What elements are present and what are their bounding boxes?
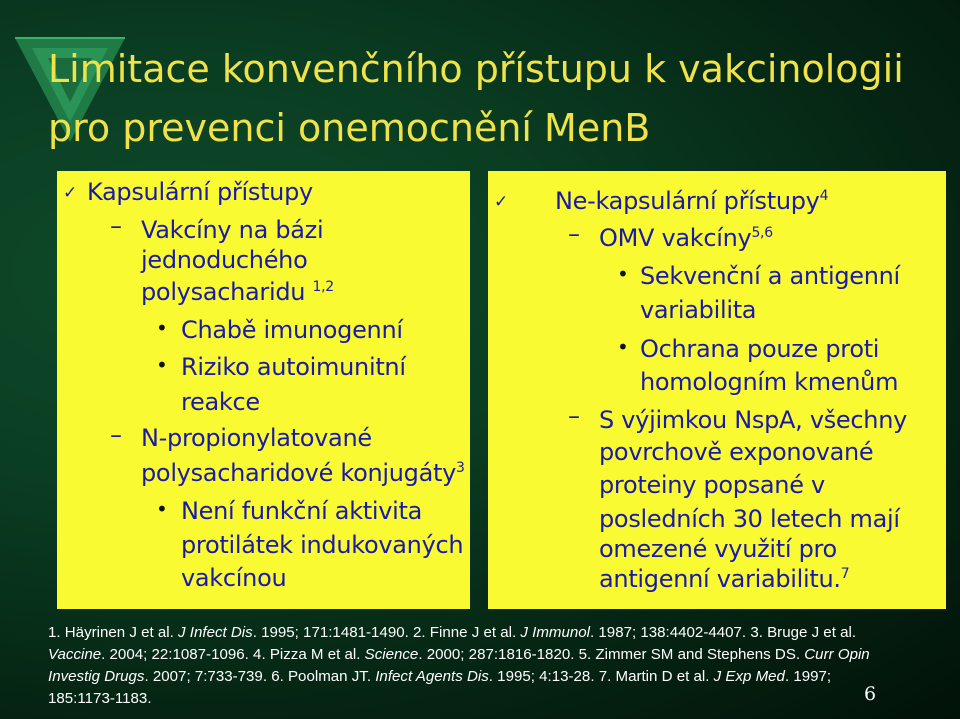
page-number: 6 <box>864 683 877 705</box>
reference-line: 185:1173-1183. <box>48 690 152 707</box>
citation-superscript: 4 <box>819 188 829 204</box>
capsular-approaches-box <box>57 171 470 609</box>
references <box>48 622 933 710</box>
list-item: povrchově exponované <box>599 438 874 466</box>
list-item: OMV vakcíny$^{5,6}$ <box>599 224 773 252</box>
capsular-heading: Kapsulární přístupy <box>87 178 313 206</box>
dash-icon: – <box>110 212 122 240</box>
list-item: jednoduchého <box>141 246 308 274</box>
reference-line: 1. Häyrinen J et al. J Infect Dis. 1995; 171:1481-1490. 2. Finne J et al. J Immunol. 1987; 138:4402-4407. 3. Bruge J et al. <box>48 624 857 641</box>
bullet-icon: • <box>156 316 168 340</box>
list-item: omezené využití pro <box>599 535 837 563</box>
bullet-icon: • <box>156 353 168 377</box>
citation-superscript: 5,6 <box>751 225 773 241</box>
bullet-icon: • <box>617 335 629 359</box>
dash-icon: – <box>110 421 122 449</box>
dash-icon: – <box>568 402 580 430</box>
list-item: protilátek indukovaných <box>181 531 464 559</box>
page-title <box>48 40 928 158</box>
list-item: vakcínou <box>181 564 287 592</box>
list-item: proteiny popsané v <box>599 471 825 499</box>
list-item: polysacharidové konjugáty$^3$ <box>141 459 465 487</box>
list-item: homologním kmenům <box>640 368 899 396</box>
citation-superscript: 7 <box>840 566 850 582</box>
list-item: posledních 30 letech mají <box>599 505 900 533</box>
check-mark-icon: ✓ <box>494 192 509 212</box>
reference-line: Vaccine. 2004; 22:1087-1096. 4. Pizza M et al. Science. 2000; 287:1816-1820. 5. Zimmer SM and Stephens DS. Curr Opin <box>48 646 870 663</box>
list-item: Ochrana pouze proti <box>640 335 880 363</box>
citation-superscript: 3 <box>456 460 465 476</box>
list-item: S výjimkou NspA, všechny <box>599 406 908 434</box>
list-item: variabilita <box>640 296 757 324</box>
dash-icon: – <box>568 220 580 248</box>
list-item: polysacharidu $^{1,2}$ <box>141 278 334 306</box>
non-capsular-heading: Ne-kapsulární přístupy$^4$ <box>555 187 829 215</box>
list-item: N-propionylatované <box>141 424 372 452</box>
list-item: Není funkční aktivita <box>181 497 423 525</box>
list-item: reakce <box>181 388 260 416</box>
bullet-icon: • <box>156 497 168 521</box>
reference-line: Investig Drugs. 2007; 7:733-739. 6. Poolman JT. Infect Agents Dis. 1995; 4:13-28. 7. Martin D et al. J Exp Med. 1997; <box>48 668 832 685</box>
list-item: Vakcíny na bázi <box>141 216 324 244</box>
check-mark-icon: ✓ <box>63 183 78 203</box>
title-line-2: pro prevenci onemocnění MenB <box>48 106 651 150</box>
non-capsular-approaches-box <box>488 171 946 609</box>
citation-superscript: 1,2 <box>312 279 334 295</box>
bullet-icon: • <box>617 262 629 286</box>
list-item: Chabě imunogenní <box>181 316 403 344</box>
list-item: antigenní variabilitu.$^7$ <box>599 565 850 593</box>
list-item: Sekvenční a antigenní <box>640 262 900 290</box>
list-item: Riziko autoimunitní <box>181 353 406 381</box>
title-line-1: Limitace konvenčního přístupu k vakcinologii <box>48 47 904 91</box>
